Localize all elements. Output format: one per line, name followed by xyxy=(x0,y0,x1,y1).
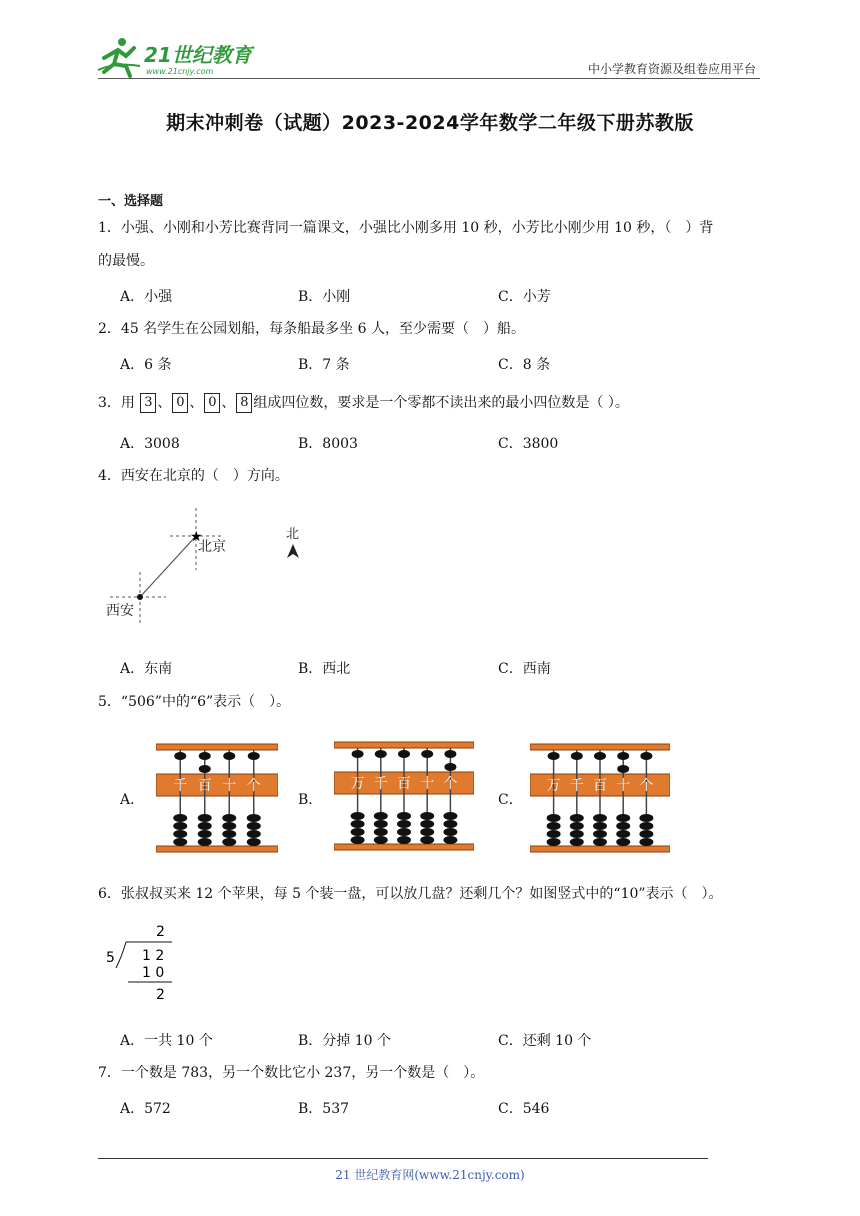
product: 1 0 xyxy=(142,965,165,981)
abacus-bead xyxy=(570,838,584,846)
abacus-bead xyxy=(198,822,212,830)
q2-option-b[interactable]: B．7 条 xyxy=(298,357,350,373)
question-3 xyxy=(98,392,629,413)
digit-card: 0 xyxy=(204,393,220,413)
q3-suffix: 组成四位数，要求是一个零都不读出来的最小四位数是（ ）。 xyxy=(253,395,629,411)
abacus-bead xyxy=(616,838,630,846)
abacus-bead xyxy=(420,820,434,828)
abacus-bead xyxy=(397,812,411,820)
abacus-bead xyxy=(374,836,388,844)
abacus-place-label: 十 xyxy=(616,778,631,794)
q6-option-a[interactable]: A．一共 10 个 xyxy=(120,1033,213,1049)
footer-text: 21 世纪教育网(www.21cnjy.com) xyxy=(335,1168,525,1182)
question-1-line1: 1．小强、小刚和小芳比赛背同一篇课文，小强比小刚多用 10 秒，小芳比小刚少用 10 秒，（ ）背 xyxy=(98,220,714,236)
question-5: 5．“506”中的“6”表示（ ）。 xyxy=(98,694,291,710)
abacus-place-label: 千 xyxy=(173,778,188,794)
abacus-bead xyxy=(173,838,187,846)
q6-option-c[interactable]: C．还剩 10 个 xyxy=(498,1033,592,1049)
abacus-bead xyxy=(547,830,561,838)
abacus-b[interactable] xyxy=(334,740,474,854)
q4-option-c[interactable]: C．西南 xyxy=(498,661,551,677)
abacus-bead xyxy=(420,812,434,820)
abacus-bead xyxy=(617,765,629,773)
q5-option-c[interactable]: C． xyxy=(498,792,523,808)
q3-option-b[interactable]: B．8003 xyxy=(298,436,358,452)
abacus-bead xyxy=(639,822,653,830)
digit-card: 8 xyxy=(236,393,252,413)
abacus-bead xyxy=(248,752,260,760)
question-6: 6．张叔叔买来 12 个苹果，每 5 个装一盘，可以放几盘？还剩几个？如图竖式中的“10”表示（ ）。 xyxy=(98,886,723,902)
abacus-bead xyxy=(443,836,457,844)
abacus-place-label: 百 xyxy=(197,778,212,794)
abacus-place-label: 个 xyxy=(246,778,261,794)
abacus-bead xyxy=(397,836,411,844)
header-divider xyxy=(98,78,760,79)
section-heading: 一、选择题 xyxy=(98,194,164,209)
q7-option-b[interactable]: B．537 xyxy=(298,1101,350,1117)
abacus-bead xyxy=(173,814,187,822)
abacus-bead xyxy=(594,752,606,760)
question-1-line2: 的最慢。 xyxy=(98,253,154,269)
question-2: 2．45 名学生在公园划船，每条船最多坐 6 人，至少需要（ ）船。 xyxy=(98,321,525,337)
q2-option-a[interactable]: A．6 条 xyxy=(120,357,172,373)
abacus-bead xyxy=(198,814,212,822)
abacus-bead xyxy=(222,814,236,822)
q1-option-c[interactable]: C．小芳 xyxy=(498,289,551,305)
xian-dot xyxy=(137,594,143,600)
abacus-bottom-bar xyxy=(156,846,278,852)
direction-diagram xyxy=(100,500,320,630)
abacus-place-label: 十 xyxy=(222,778,237,794)
abacus-top-bar xyxy=(530,744,670,750)
abacus-bead xyxy=(616,814,630,822)
abacus-bead xyxy=(420,836,434,844)
abacus-bottom-bar xyxy=(334,844,474,850)
q5-option-b[interactable]: B． xyxy=(298,792,323,808)
abacus-bead xyxy=(443,828,457,836)
remainder: 2 xyxy=(156,987,165,1003)
q1-option-b[interactable]: B．小刚 xyxy=(298,289,351,305)
abacus-bead xyxy=(397,820,411,828)
q6-option-b[interactable]: B．分掉 10 个 xyxy=(298,1033,392,1049)
abacus-bead xyxy=(222,822,236,830)
q2-option-c[interactable]: C．8 条 xyxy=(498,357,551,373)
abacus-place-label: 百 xyxy=(397,776,411,792)
abacus-bead xyxy=(351,828,365,836)
abacus-c[interactable] xyxy=(530,742,670,856)
abacus-bead xyxy=(247,814,261,822)
abacus-bead xyxy=(593,838,607,846)
abacus-bead xyxy=(443,812,457,820)
q3-option-c[interactable]: C．3800 xyxy=(498,436,559,452)
abacus-place-label: 千 xyxy=(373,776,388,792)
abacus-bead xyxy=(640,752,652,760)
abacus-bead xyxy=(571,752,583,760)
logo-text: 21世纪教育 xyxy=(144,43,252,67)
abacus-bead xyxy=(247,822,261,830)
abacus-bead xyxy=(639,838,653,846)
abacus-bead xyxy=(397,828,411,836)
abacus-place-label: 千 xyxy=(569,778,584,794)
quotient: 2 xyxy=(156,924,165,940)
abacus-place-label: 十 xyxy=(420,776,435,792)
abacus-place-label: 万 xyxy=(546,778,561,794)
footer-divider xyxy=(98,1158,708,1159)
dividend: 1 2 xyxy=(142,948,165,964)
abacus-bead xyxy=(593,822,607,830)
abacus-bead xyxy=(444,763,456,771)
abacus-bead xyxy=(351,812,365,820)
abacus-bead xyxy=(593,814,607,822)
abacus-bead xyxy=(421,750,433,758)
abacus-bead xyxy=(547,838,561,846)
abacus-top-bar xyxy=(156,744,278,750)
abacus-bead xyxy=(616,830,630,838)
abacus-bead xyxy=(375,750,387,758)
north-arrow-icon xyxy=(287,544,299,558)
abacus-place-label: 个 xyxy=(639,778,654,794)
abacus-bead xyxy=(398,750,410,758)
abacus-bead xyxy=(570,822,584,830)
runner-icon xyxy=(98,38,140,76)
q3-prefix: 3．用 xyxy=(98,395,135,411)
abacus-place-label: 个 xyxy=(443,776,458,792)
abacus-bead xyxy=(443,820,457,828)
abacus-bead xyxy=(222,838,236,846)
north-label: 北 xyxy=(286,527,300,542)
abacus-bead xyxy=(199,765,211,773)
q3-option-a[interactable]: A．3008 xyxy=(120,436,180,452)
abacus-bead xyxy=(247,838,261,846)
abacus-bead xyxy=(247,830,261,838)
abacus-bead xyxy=(548,752,560,760)
site-logo xyxy=(96,36,266,80)
abacus-place-label: 百 xyxy=(593,778,607,794)
abacus-bead xyxy=(374,820,388,828)
question-7: 7．一个数是 783，另一个数比它小 237，另一个数是（ ）。 xyxy=(98,1065,485,1081)
long-division xyxy=(100,918,190,1008)
abacus-a[interactable] xyxy=(156,742,278,856)
q3-sep: 、 xyxy=(221,395,236,411)
q7-option-a[interactable]: A．572 xyxy=(120,1101,171,1117)
question-4: 4．西安在北京的（ ）方向。 xyxy=(98,468,289,484)
abacus-bead xyxy=(639,814,653,822)
q1-option-a[interactable]: A．小强 xyxy=(120,289,173,305)
xian-label: 西安 xyxy=(106,603,134,619)
abacus-place-label: 万 xyxy=(350,776,365,792)
abacus-bead xyxy=(616,822,630,830)
page-title: 期末冲刺卷（试题）2023-2024学年数学二年级下册苏教版 xyxy=(166,112,694,134)
abacus-bead xyxy=(222,830,236,838)
abacus-bead xyxy=(223,752,235,760)
beijing-label: 北京 xyxy=(198,539,226,555)
q4-option-a[interactable]: A．东南 xyxy=(120,661,173,677)
abacus-bead xyxy=(374,812,388,820)
abacus-bead xyxy=(174,752,186,760)
abacus-bead xyxy=(547,822,561,830)
abacus-bead xyxy=(374,828,388,836)
q5-option-a[interactable]: A． xyxy=(120,792,145,808)
digit-card: 3 xyxy=(140,393,156,413)
abacus-bead xyxy=(351,820,365,828)
abacus-bead xyxy=(570,830,584,838)
abacus-bead xyxy=(420,828,434,836)
abacus-bead xyxy=(351,836,365,844)
abacus-bead xyxy=(173,830,187,838)
abacus-bead xyxy=(173,822,187,830)
abacus-bead xyxy=(352,750,364,758)
abacus-bead xyxy=(570,814,584,822)
divisor: 5 xyxy=(106,950,115,966)
abacus-bead xyxy=(547,814,561,822)
star-icon: ★ xyxy=(190,529,203,545)
q7-option-c[interactable]: C．546 xyxy=(498,1101,550,1117)
q4-option-b[interactable]: B．西北 xyxy=(298,661,351,677)
abacus-bead xyxy=(199,752,211,760)
logo-url: www.21cnjy.com xyxy=(146,67,214,76)
abacus-bead xyxy=(617,752,629,760)
abacus-bottom-bar xyxy=(530,846,670,852)
abacus-top-bar xyxy=(334,742,474,748)
q3-sep: 、 xyxy=(157,395,172,411)
abacus-bead xyxy=(593,830,607,838)
abacus-bead xyxy=(198,838,212,846)
abacus-bead xyxy=(198,830,212,838)
q3-sep: 、 xyxy=(189,395,204,411)
platform-name: 中小学教育资源及组卷应用平台 xyxy=(587,62,756,76)
abacus-bead xyxy=(639,830,653,838)
abacus-bead xyxy=(444,750,456,758)
digit-card: 0 xyxy=(172,393,188,413)
